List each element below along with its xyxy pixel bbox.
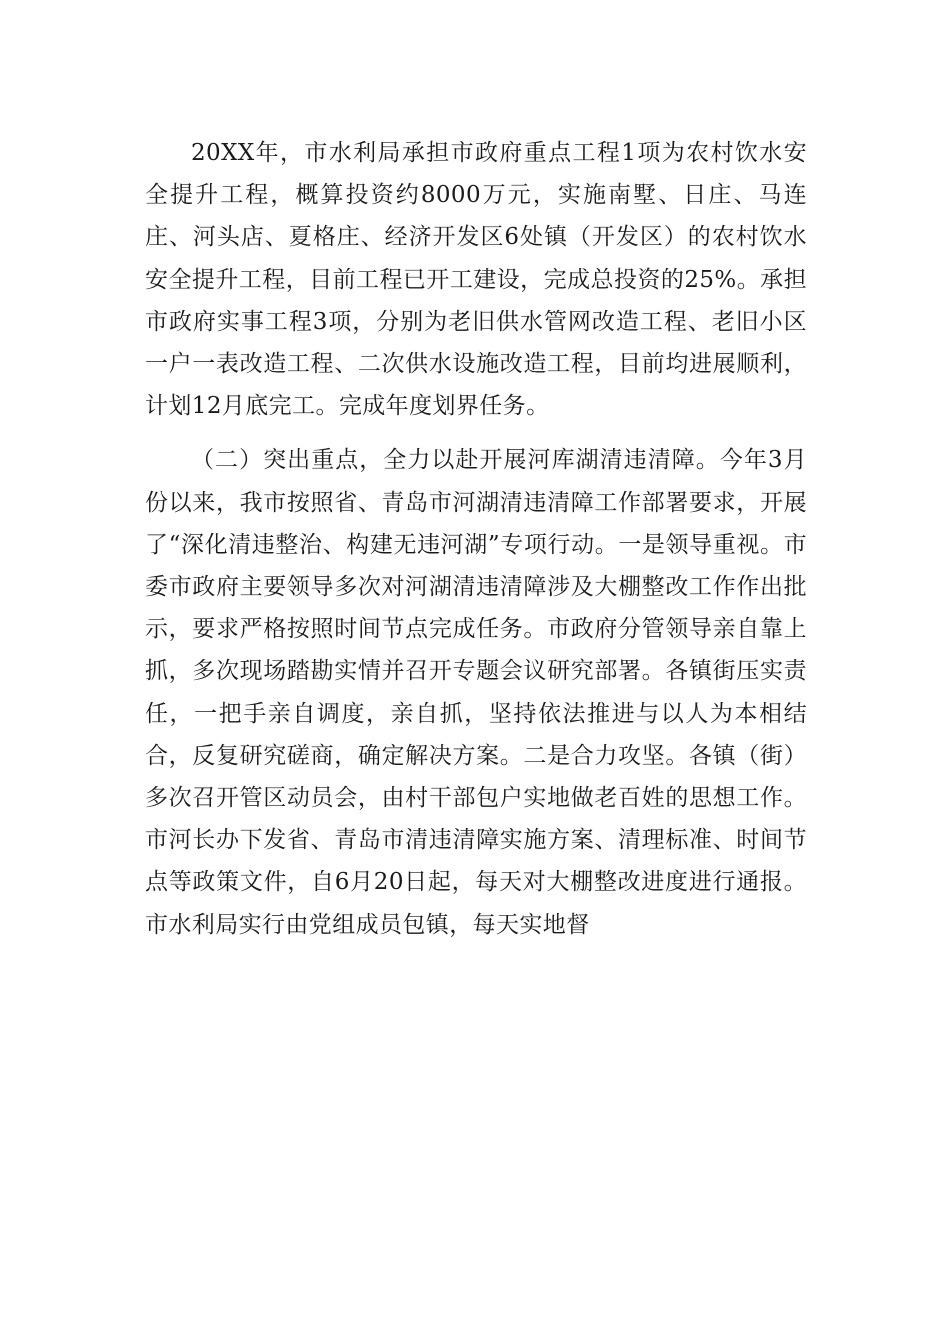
document-body [145,132,807,946]
paragraph-river-lake-clearance: （二）突出重点，全力以赴开展河库湖清违清障。今年3月份以来，我市按照省、青岛市河湖清违清障工作部署要求，开展了“深化清违整治、构建无违河湖”专项行动。一是领导重视。市委市政府主要领导多次对河湖清违清障涉及大棚整改工作作出批示，要求严格按照时间节点完成任务。市政府分管领导亲自靠上抓，多次现场踏勘实情并召开专题会议研究部署。各镇街压实责任，一把手亲自调度，亲自抓，坚持依法推进与以人为本相结合，反复研究磋商，确定解决方案。二是合力攻坚。各镇（街）多次召开管区动员会，由村干部包户实地做老百姓的思想工作。市河长办下发省、青岛市清违清障实施方案、清理标准、时间节点等政策文件，自6月20日起，每天对大棚整改进度进行通报。市水利局实行由党组成员包镇，每天实地督 [145,447,807,938]
paragraph-rural-water-project: 20XX年，市水利局承担市政府重点工程1项为农村饮水安全提升工程，概算投资约8000万元，实施南墅、日庄、马连庄、河头店、夏格庄、经济开发区6处镇（开发区）的农村饮水安全提升工程，目前工程已开工建设，完成总投资的25%。承担市政府实事工程3项，分别为老旧供水管网改造工程、老旧小区一户一表改造工程、二次供水设施改造工程，目前均进展顺利，计划12月底完工。完成年度划界任务。 [145,140,807,420]
